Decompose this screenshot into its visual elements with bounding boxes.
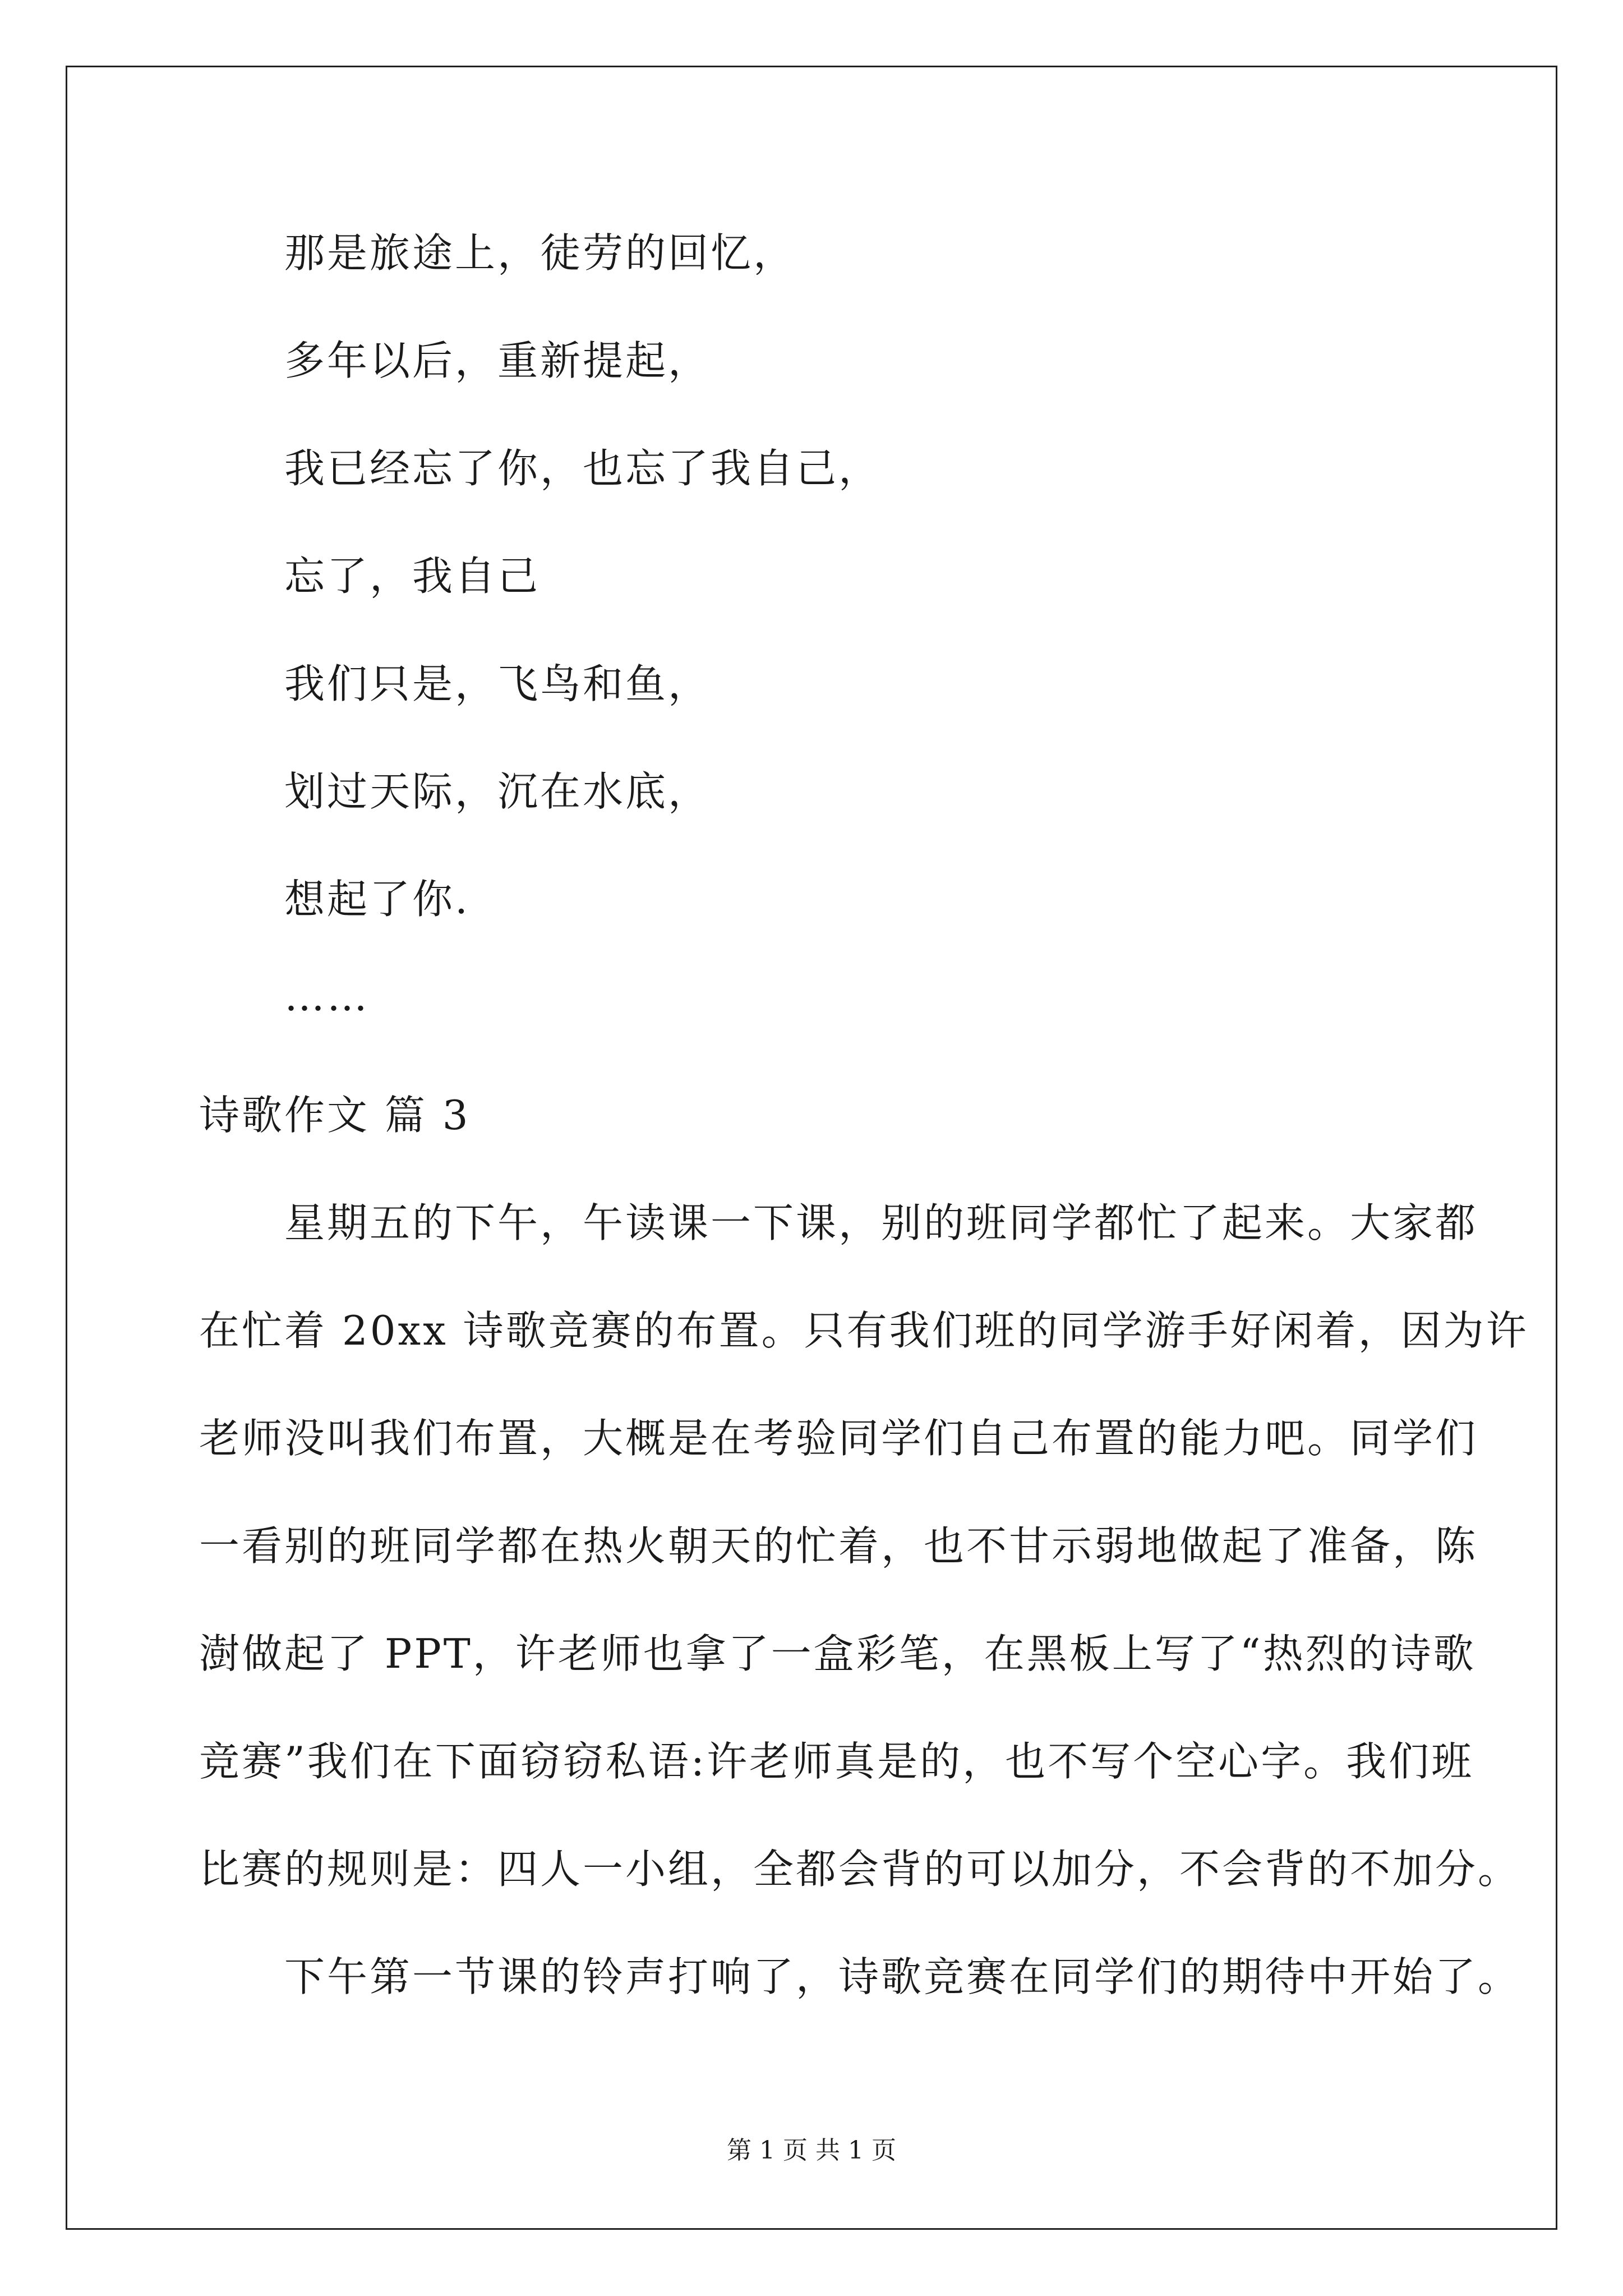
paragraph-line: 下午第一节课的铃声打响了，诗歌竞赛在同学们的期待中开始了。 bbox=[284, 1953, 1521, 2000]
paragraph-line: 在忙着 20xx 诗歌竞赛的布置。只有我们班的同学游手好闲着，因为许 bbox=[199, 1307, 1529, 1354]
poem-line: …… bbox=[284, 973, 370, 1020]
poem-line: 那是旅途上，徒劳的回忆， bbox=[284, 229, 796, 277]
paragraph-line: 比赛的规则是：四人一小组，全都会背的可以加分，不会背的不加分。 bbox=[199, 1846, 1521, 1893]
poem-line: 多年以后，重新提起， bbox=[284, 337, 711, 384]
poem-line: 我们只是，飞鸟和鱼， bbox=[284, 660, 711, 707]
paragraph-line: 一看别的班同学都在热火朝天的忙着，也不甘示弱地做起了准备，陈 bbox=[199, 1522, 1478, 1570]
poem-line: 忘了，我自己 bbox=[284, 553, 541, 600]
paragraph-line: 星期五的下午，午读课一下课，别的班同学都忙了起来。大家都 bbox=[284, 1199, 1478, 1246]
page-footer: 第 1 页 共 1 页 bbox=[727, 2136, 896, 2165]
poem-line: 想起了你. bbox=[284, 876, 470, 923]
paragraph-line: 澍做起了 PPT，许老师也拿了一盒彩笔，在黑板上写了“热烈的诗歌 bbox=[199, 1630, 1476, 1677]
paragraph-line: 竞赛”我们在下面窃窃私语:许老师真是的，也不写个空心字。我们班 bbox=[199, 1738, 1474, 1785]
poem-line: 划过天际，沉在水底， bbox=[284, 768, 711, 815]
page-border bbox=[66, 66, 1557, 2230]
poem-line: 我已经忘了你，也忘了我自己， bbox=[284, 445, 882, 492]
paragraph-line: 老师没叫我们布置，大概是在考验同学们自己布置的能力吧。同学们 bbox=[199, 1415, 1478, 1462]
section-title: 诗歌作文 篇 3 bbox=[199, 1092, 471, 1139]
